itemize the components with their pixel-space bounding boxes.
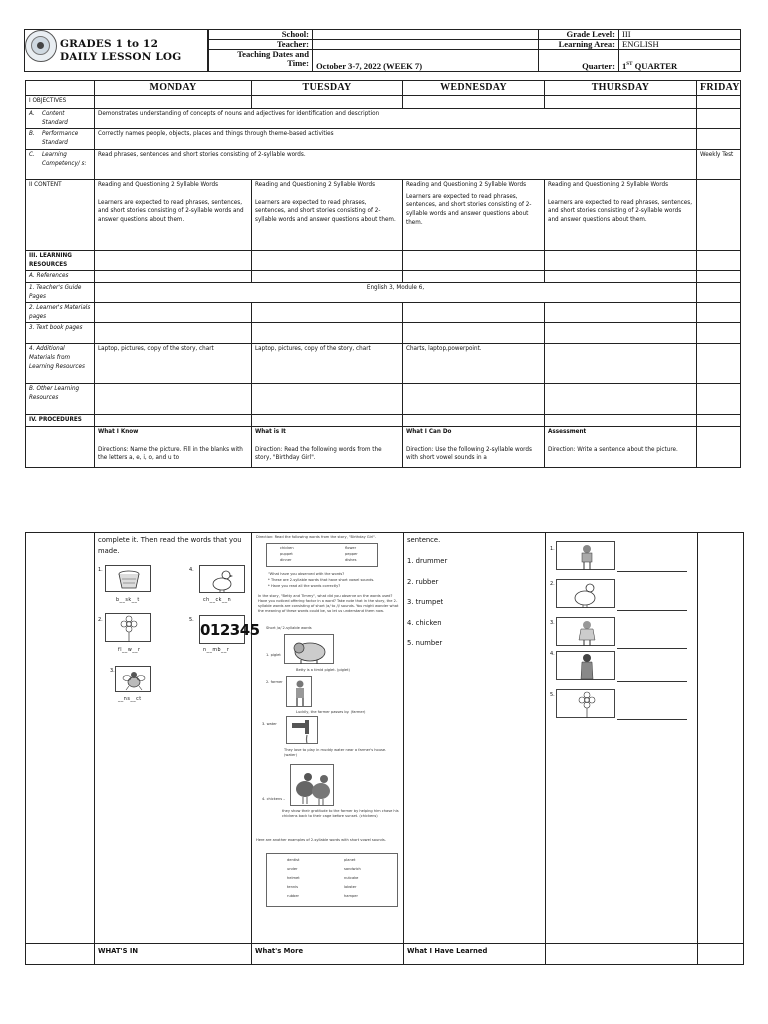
hen-picture <box>556 579 615 608</box>
numbers-picture: 012345 <box>199 615 245 644</box>
learning-area-value: ENGLISH <box>619 40 741 50</box>
example-sentence: Luckily, the farmer passes by. (farmer) <box>296 710 366 714</box>
teacher-value <box>313 40 539 50</box>
quarter-value: 1ST QUARTER <box>619 50 741 72</box>
teachers-guide-text: English 3, Module 6, <box>95 282 697 302</box>
references-label: A. References <box>26 271 95 283</box>
word-trumpet: 3. trumpet <box>407 598 444 606</box>
day-wednesday: WEDNESDAY <box>403 81 545 96</box>
girl-picture <box>556 617 615 646</box>
word-cell: hamper <box>344 894 358 898</box>
item-number: 3. <box>110 668 115 674</box>
example-word: 2. farmer <box>266 680 283 684</box>
corner-cell <box>26 81 95 96</box>
word-cell: tennis <box>287 885 299 889</box>
day-thursday: THURSDAY <box>545 81 697 96</box>
learning-competency-label: C. Learning Competency/ s: <box>26 150 95 180</box>
item-number: 4. <box>189 567 194 573</box>
weekly-test-text: Weekly Test <box>697 150 741 180</box>
word-cell: chicken <box>280 546 294 550</box>
word-cell: dentist <box>287 858 300 862</box>
word-cell: under <box>287 867 298 871</box>
word-number: 5. number <box>407 639 443 647</box>
item-number: 1. <box>550 546 555 552</box>
what-i-can-do-continued: sentence. 1. drummer 2. rubber 3. trumpet 4. chicken 5. number <box>404 533 546 944</box>
procedures-label: IV. PROCEDURES <box>26 415 95 427</box>
day-tuesday: TUESDAY <box>252 81 403 96</box>
learners-materials-label: 2. Learner's Materials pages <box>26 303 95 323</box>
textbook-pages-label: 3. Text book pages <box>26 323 95 344</box>
title-line-2: DAILY LESSON LOG <box>60 51 182 63</box>
examples-word-table <box>266 853 398 907</box>
grade-level-label: Grade Level: <box>539 30 619 40</box>
worksheet-paragraph: In the story, "Betty and Timmy", what did you observe on the words used? Have you noticed offering factor in a word? Take note that in the story, the 2-syllable words are consisting of short /a/ to /i/ sounds. You might wonder what the meaning of these words could be, so let us understand them now. <box>258 594 399 613</box>
example-sentence: they show their gratitude to the farmer by helping him chase his chickens back to their cage before sunset. (chickens) <box>282 809 399 818</box>
teaching-dates-label: Teaching Dates and Time: <box>209 50 313 72</box>
item-number: 5. <box>550 692 555 698</box>
procedure-tuesday: What is It Direction: Read the following words from the story, "Birthday Girl". <box>252 426 403 467</box>
procedure-wednesday: What I Can Do Direction: Use the following 2-syllable words with short vowel sounds in a <box>403 426 545 467</box>
chicken-picture <box>199 565 245 593</box>
additional-materials-label: 4. Additional Materials from Learning Resources <box>26 344 95 384</box>
school-value <box>313 30 539 40</box>
word-cell: planet <box>344 858 356 862</box>
grade-level-value: III <box>619 30 741 40</box>
item-number: 2. <box>98 617 103 623</box>
whats-more-label: What's More <box>252 944 404 965</box>
what-i-have-learned-label: What I Have Learned <box>404 944 546 965</box>
insect-picture <box>115 666 151 692</box>
content-thursday: Reading and Questioning 2 Syllable Words Learners are expected to read phrases, sentences, and short stories consisting of 2-syllable words and answer questions about them. <box>545 180 697 251</box>
content-label: II CONTENT <box>26 180 95 251</box>
piglet-picture <box>284 634 334 664</box>
worksheet-answer: * These are 2-syllable words that have short vowel sounds. <box>268 578 375 582</box>
other-resources-label: B. Other Learning Resources <box>26 384 95 415</box>
teachers-guide-label: 1. Teacher's Guide Pages <box>26 282 95 302</box>
procedure-monday: What I Know Directions: Name the picture. Fill in the blanks with the letters a, e, i, o, and u to <box>95 426 252 467</box>
header-info-table <box>208 29 741 72</box>
word-cell: lobster <box>344 885 357 889</box>
school-label: School: <box>209 30 313 40</box>
word-cell: nutcake <box>344 876 359 880</box>
additional-materials-monday: Laptop, pictures, copy of the story, chart <box>95 344 252 384</box>
additional-materials-tuesday: Laptop, pictures, copy of the story, chart <box>252 344 403 384</box>
example-word: 3. water <box>262 722 277 726</box>
water-faucet-picture <box>286 716 318 744</box>
worksheet-question: * Have you read all the words correctly? <box>268 584 341 588</box>
woman-picture <box>556 651 615 680</box>
whats-in-label: WHAT'S IN <box>95 944 252 965</box>
answer-line <box>617 719 687 720</box>
objectives-label: I OBJECTIVES <box>26 96 95 109</box>
chickens-picture <box>290 764 334 806</box>
word-cell: helmet <box>287 876 300 880</box>
basket-picture <box>105 565 151 592</box>
title-line-1: GRADES 1 to 12 <box>60 38 159 50</box>
word-cell: pepper <box>345 552 358 556</box>
performance-standard-text: Correctly names people, objects, places and things through theme-based activities <box>95 129 697 150</box>
word-cell: dishes <box>345 558 357 562</box>
worksheet-subheading: Short /a/ 2-syllable words <box>266 626 312 630</box>
what-i-know-continued: complete it. Then read the words that you made. <box>95 533 252 944</box>
word-drummer: 1. drummer <box>407 557 448 565</box>
word-cell: rubber <box>287 894 300 898</box>
worksheet-direction: Direction: Read the following words from the story, "Birthday Girl". <box>256 535 376 539</box>
blank-word-4: ch__ck__n <box>203 598 232 603</box>
quarter-label: Quarter: <box>539 50 619 72</box>
teaching-dates-value: October 3-7, 2022 (WEEK 7) <box>313 50 539 72</box>
word-rubber: 2. rubber <box>407 577 439 586</box>
lesson-log-table <box>25 80 741 468</box>
flower-picture <box>105 613 151 642</box>
additional-materials-wednesday: Charts, laptop,powerpoint. <box>403 344 545 384</box>
farmer-picture <box>286 676 312 707</box>
item-number: 1. <box>98 567 103 573</box>
content-wednesday: Reading and Questioning 2 Syllable Words Learners are expected to read phrases, sentences, and short stories consisting of 2-syllable words and answer questions about them. <box>403 180 545 251</box>
word-cell: puppet <box>280 552 293 556</box>
example-word: 1. piglet <box>266 653 281 657</box>
boy-drummer-picture <box>556 541 615 570</box>
day-friday: FRIDAY <box>697 81 741 96</box>
word-cell: sandwich <box>344 867 361 871</box>
teacher-label: Teacher: <box>209 40 313 50</box>
content-tuesday: Reading and Questioning 2 Syllable Words Learners are expected to read phrases, sentences, and short stories consisting of 2-syllable words and answer questions about them. <box>252 180 403 251</box>
flower-picture <box>556 689 615 718</box>
example-sentence: Betty is a timid piglet. (piglet) <box>296 668 350 672</box>
learning-competency-text: Read phrases, sentences and short stories consisting of 2-syllable words. <box>95 150 697 180</box>
answer-line <box>617 571 687 572</box>
item-number: 4. <box>550 651 555 657</box>
blank-word-5: n__mb__r <box>203 648 230 653</box>
blank-word-1: b__sk__t <box>116 598 140 603</box>
procedure-thursday: Assessment Direction: Write a sentence about the picture. <box>545 426 697 467</box>
content-standard-label: A. Content Standard <box>26 109 95 129</box>
example-word: 4. chickens – <box>262 797 286 801</box>
blank-word-2: fl__w__r <box>118 648 141 653</box>
answer-line <box>617 610 687 611</box>
day-monday: MONDAY <box>95 81 252 96</box>
worksheet-note: Here are another examples of 2-syllable words with short vowel sounds. <box>256 838 386 842</box>
content-monday: Reading and Questioning 2 Syllable Words Learners are expected to read phrases, sentences, and short stories consisting of 2-syllable words and answer questions about them. <box>95 180 252 251</box>
worksheet-question: "What have you observed with the words? <box>268 572 345 576</box>
word-chicken: 4. chicken <box>407 618 442 627</box>
learning-resources-label: III. LEARNING RESOURCES <box>26 251 95 271</box>
performance-standard-label: B. Performance Standard <box>26 129 95 150</box>
answer-line <box>617 648 687 649</box>
answer-line <box>617 681 687 682</box>
learning-area-label: Learning Area: <box>539 40 619 50</box>
word-cell: flower <box>345 546 357 550</box>
item-number: 3. <box>550 620 555 626</box>
item-number: 2. <box>550 581 555 587</box>
item-number: 5. <box>189 617 194 623</box>
blank-word-3: __ns__ct <box>118 697 142 702</box>
example-sentence: They love to play in muddy water near a farmer's house. (water) <box>284 748 387 757</box>
word-cell: dinner <box>280 558 292 562</box>
content-standard-text: Demonstrates understanding of concepts of nouns and adjectives for identification and description <box>95 109 697 129</box>
